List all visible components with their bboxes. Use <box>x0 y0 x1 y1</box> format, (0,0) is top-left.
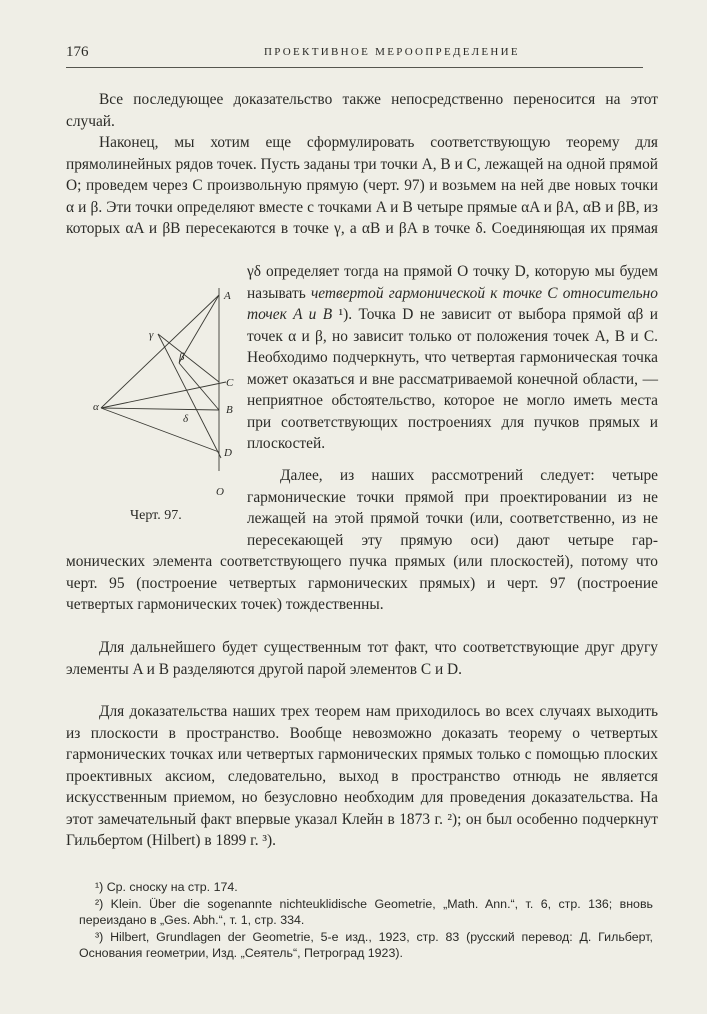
line-beta-a <box>179 295 219 363</box>
label-beta: β <box>179 351 185 363</box>
page-header <box>66 44 643 66</box>
paragraph-2: Наконец, мы хотим еще сформулировать соответствующую теорему для прямолинейных рядов точек. Пусть заданы три точки A, B и C, лежащей на одной прямой O; проведем через C произвольную прямую (черт. 97) и возьмем на ней две новых точки α и β. Эти точки определяют вместе с точками A и B четыре прямые αA и βA, αB и βB, из которых αA и βB пересекаются в точке γ, а αB и βA в точке δ. Соединяющая их прямая <box>66 134 659 237</box>
page-number: 176 <box>66 44 89 60</box>
line-alpha-b <box>101 408 219 410</box>
line-alpha-d <box>101 408 219 452</box>
header-rule <box>66 67 643 68</box>
figure-97-diagram <box>95 286 245 496</box>
paragraph-1: Все последующее доказательство также непосредственно переносится на этот случай. <box>66 91 658 130</box>
label-o: O <box>216 486 224 498</box>
label-b: B <box>226 404 233 416</box>
label-d: D <box>224 447 232 459</box>
paragraph-2-italic-term: четвертой гармонической к точке C относительно точек A и B <box>247 284 658 323</box>
paragraph-3: Далее, из наших рассмотрений следует: четыре гармонические точки прямой при проектировании из не лежащей на этой прямой точки (или, соответственно, из не пересекающей эту прямую оси) дают четыре гар- <box>247 467 658 549</box>
footnote-2: ²) Klein. Über die sogenannte nichteuklidische Geometrie, „Math. Ann.“, т. 6, стр. 136; вновь переиздано в „Ges. Abh.“, т. 1, стр. 334. <box>79 897 653 927</box>
label-c: C <box>226 377 234 389</box>
paragraph-5: Для доказательства наших трех теорем нам приходилось во всех случаях выходить из плоскости в пространство. Вообще невозможно доказать теорему о четвертых гармонических точках или четвертых гармонических прямых только с помощью плоских проективных аксиом, следовательно, выход в пространство отнюдь не является искусственным приемом, но безусловно необходим для проведения доказательства. На этот замечательный факт впервые указал Клейн в 1873 г. ²); он был особенно подчеркнут Гильбертом (Hilbert) в 1899 г. ³). <box>66 703 658 849</box>
label-delta: δ <box>183 413 189 425</box>
running-head: ПРОЕКТИВНОЕ МЕРООПРЕДЕЛЕНИЕ <box>264 46 520 58</box>
line-gamma-delta <box>158 334 221 458</box>
paragraph-3-continued: монических элемента соответствующего пучка прямых (или плоскостей), потому что черт. 95 (построение четвертых гармонических прямых) и черт. 97 (построение четвертых гармонических точек) тождественны. <box>66 553 658 613</box>
line-alpha-a <box>101 295 219 408</box>
line-alpha-beta <box>101 382 226 408</box>
paragraph-2-continued <box>247 261 658 455</box>
paragraph-2-text-a: γδ определяет тогда на прямой O точку D, которую мы будем называть <box>247 263 658 302</box>
paragraph-4: Для дальнейшего будет существенным тот факт, что соответствующие друг другу элементы A и B разделяются другой парой элементов C и D. <box>66 639 658 678</box>
footnote-3: ³) Hilbert, Grundlagen der Geometrie, 5-е изд., 1923, стр. 83 (русский перевод: Д. Гильберт, Основания геометрии, Изд. „Сеятель“, Петроград 1923). <box>79 930 653 960</box>
figure-caption: Черт. 97. <box>130 508 182 523</box>
footnote-1: ¹) Ср. сноску на стр. 174. <box>95 880 238 894</box>
label-alpha: α <box>93 401 99 413</box>
paragraph-2-text-b: ¹). Точка D не зависит от выбора прямой αβ и точек α и β, но зависит только от положения точек A, B и C. Необходимо подчеркнуть, что четвертая гармоническая точка может оказаться и вне рассматриваемой конечной области, — неприятное обстоятельство, которое не могло иметь места при соответствующих построениях для пучков прямых и плоскостей. <box>247 306 659 452</box>
label-gamma: γ <box>149 329 154 341</box>
label-a: A <box>224 290 231 302</box>
